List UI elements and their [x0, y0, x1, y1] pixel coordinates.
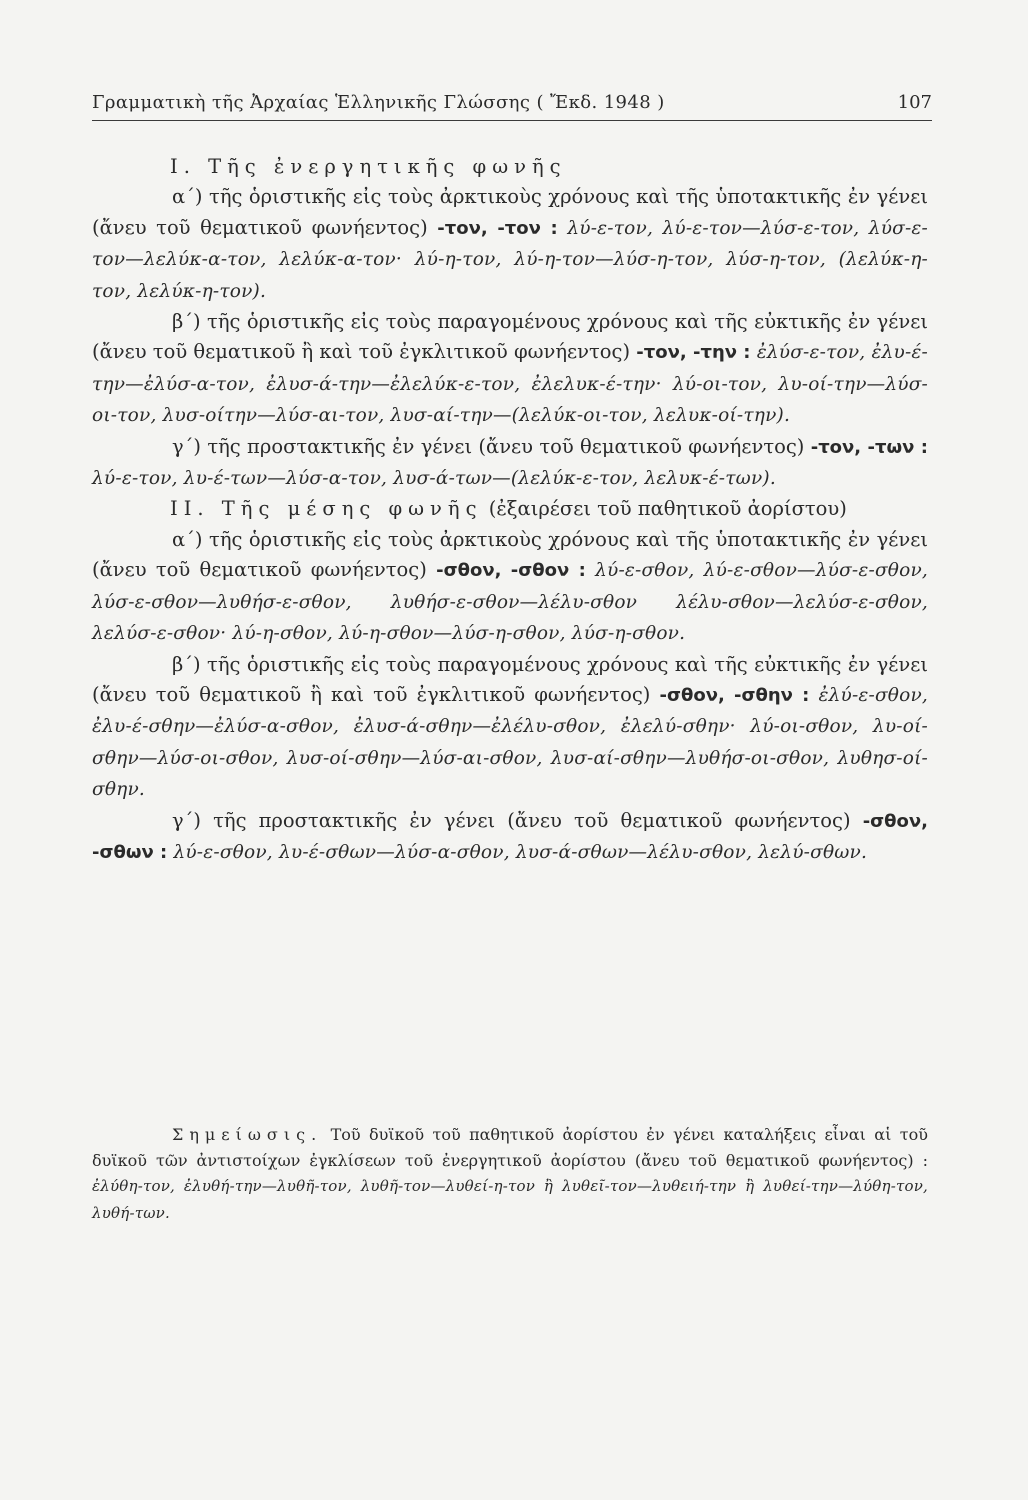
ending-label: -τον, -την :	[636, 342, 751, 364]
page-number: 107	[897, 92, 932, 113]
paragraph-middle-c	[92, 806, 928, 869]
ending-label: -σθον, -σθην :	[659, 684, 810, 706]
running-header	[92, 90, 932, 121]
note-label: Σημείωσις.	[172, 1125, 323, 1144]
main-text	[92, 152, 928, 868]
example-forms: ἐλύσ-ε-τον, ἐλυ-έ-την—ἐλύσ-α-τον, ἐλυσ-ά-την—ἐλελύκ-ε-τον, ἐλελυκ-έ-την· λύ-οι-τον, λυ-οί-την—λύσ-οι-τον, λυσ-οίτην—λύσ-αι-τον, λυσ-αί-την—(λελύκ-οι-τον, λελυκ-οί-την).	[92, 342, 928, 427]
example-forms: ἐλύ-ε-σθον, ἐλυ-έ-σθην—ἐλύσ-α-σθον, ἐλυσ-ά-σθην—ἐλέλυ-σθον, ἐλελύ-σθην· λύ-οι-σθον, λυ-οί-σθην—λύσ-οι-σθον, λυσ-οί-σθην—λύσ-αι-σθον, λυσ-αί-σθην—λυθήσ-οι-σθον, λυθησ-οί-σθην.	[92, 684, 929, 801]
ending-label: -σθον, -σθον :	[436, 560, 586, 582]
paragraph-text: α´) τῆς ὁριστικῆς εἰς τοὺς ἀρκτικοὺς χρόνους καὶ τῆς ὑποτακτικῆς ἐν γένει (ἄνευ τοῦ θεματικοῦ φωνήεντος)	[92, 527, 928, 582]
running-title: Γραμματικὴ τῆς Ἀρχαίας Ἑλληνικῆς Γλώσσης ( Ἔκδ. 1948 )	[92, 92, 665, 113]
paragraph-text: β´) τῆς ὁριστικῆς εἰς τοὺς παραγομένους χρόνους καὶ τῆς εὐκτικῆς ἐν γένει (ἄνευ τοῦ θεματικοῦ ἢ καὶ τοῦ ἐγκλιτικοῦ φωνήεντος)	[92, 652, 928, 706]
paragraph-text: α´) τῆς ὁριστικῆς εἰς τοὺς ἀρκτικοὺς χρόνους καὶ τῆς ὑποτακτικῆς ἐν γένει (ἄνευ τοῦ θεματικοῦ φωνήεντος)	[92, 185, 928, 239]
example-forms: λύ-ε-σθον, λύ-ε-σθον—λύσ-ε-σθον, λύσ-ε-σθον—λυθήσ-ε-σθον, λυθήσ-ε-σθον—λέλυ-σθον λέλυ-σθον—λελύσ-ε-σθον, λελύσ-ε-σθον· λύ-η-σθον, λύ-η-σθον—λύσ-η-σθον, λύσ-η-σθον.	[92, 560, 928, 645]
paragraph-active-c	[92, 432, 928, 495]
paragraph-text: β´) τῆς ὁριστικῆς εἰς τοὺς παραγομένους χρόνους καὶ τῆς εὐκτικῆς ἐν γένει (ἄνευ τοῦ θεματικοῦ ἢ καὶ τοῦ ἐγκλιτικοῦ φωνήεντος)	[92, 310, 928, 364]
example-forms: λύ-ε-τον, λυ-έ-των—λύσ-α-τον, λυσ-ά-των—(λελύκ-ε-τον, λελυκ-έ-των).	[92, 468, 776, 490]
paragraph-active-b	[92, 307, 928, 432]
paragraph-text: γ´) τῆς προστακτικῆς ἐν γένει (ἄνευ τοῦ θεματικοῦ φωνήεντος)	[172, 434, 805, 458]
paragraph-middle-a	[92, 525, 928, 650]
ending-label: -σθον, -σθων :	[92, 810, 929, 863]
section-heading-active-voice: I. Τῆς ἐνεργητικῆς φωνῆς	[170, 155, 567, 178]
section-heading-note: (ἐξαιρέσει τοῦ παθητικοῦ ἀορίστου)	[488, 497, 847, 521]
paragraph-middle-b	[92, 650, 928, 806]
note-text: Τοῦ δυϊκοῦ τοῦ παθητικοῦ ἀορίστου ἐν γένει καταλήξεις εἶναι αἱ τοῦ δυϊκοῦ τῶν ἀντιστοίχων ἐγκλίσεων τοῦ ἐνεργητικοῦ ἀορίστου (ἄνευ τοῦ θεματικοῦ φωνήεντος) :	[92, 1125, 929, 1170]
section-heading-middle-voice: II. Τῆς μέσης φωνῆς (ἐξαιρέσει τοῦ παθητικοῦ ἀορίστου)	[170, 497, 847, 521]
ending-label: -τον, -των :	[810, 436, 928, 458]
ending-label: -τον, -τον :	[437, 217, 558, 239]
note-paragraph	[92, 1122, 928, 1226]
example-forms: λύ-ε-τον, λύ-ε-τον—λύσ-ε-τον, λύσ-ε-τον—λελύκ-α-τον, λελύκ-α-τον· λύ-η-τον, λύ-η-τον—λύσ-η-τον, λύσ-η-τον, (λελύκ-η-τον, λελύκ-η-τον).	[92, 217, 929, 302]
example-forms: λύ-ε-σθον, λυ-έ-σθων—λύσ-α-σθον, λυσ-ά-σθων—λέλυ-σθον, λελύ-σθων.	[173, 841, 868, 863]
note-block	[92, 1122, 928, 1226]
paragraph-text: γ´) τῆς προστακτικῆς ἐν γένει (ἄνευ τοῦ θεματικοῦ φωνήεντος)	[172, 808, 851, 832]
paragraph-active-a	[92, 182, 928, 307]
note-forms: ἐλύθη-τον, ἐλυθή-την—λυθῆ-τον, λυθῆ-τον—λυθεί-η-τον ἢ λυθεῖ-τον—λυθειή-την ἢ λυθεί-την—λύθη-τον, λυθή-των.	[92, 1177, 928, 1222]
